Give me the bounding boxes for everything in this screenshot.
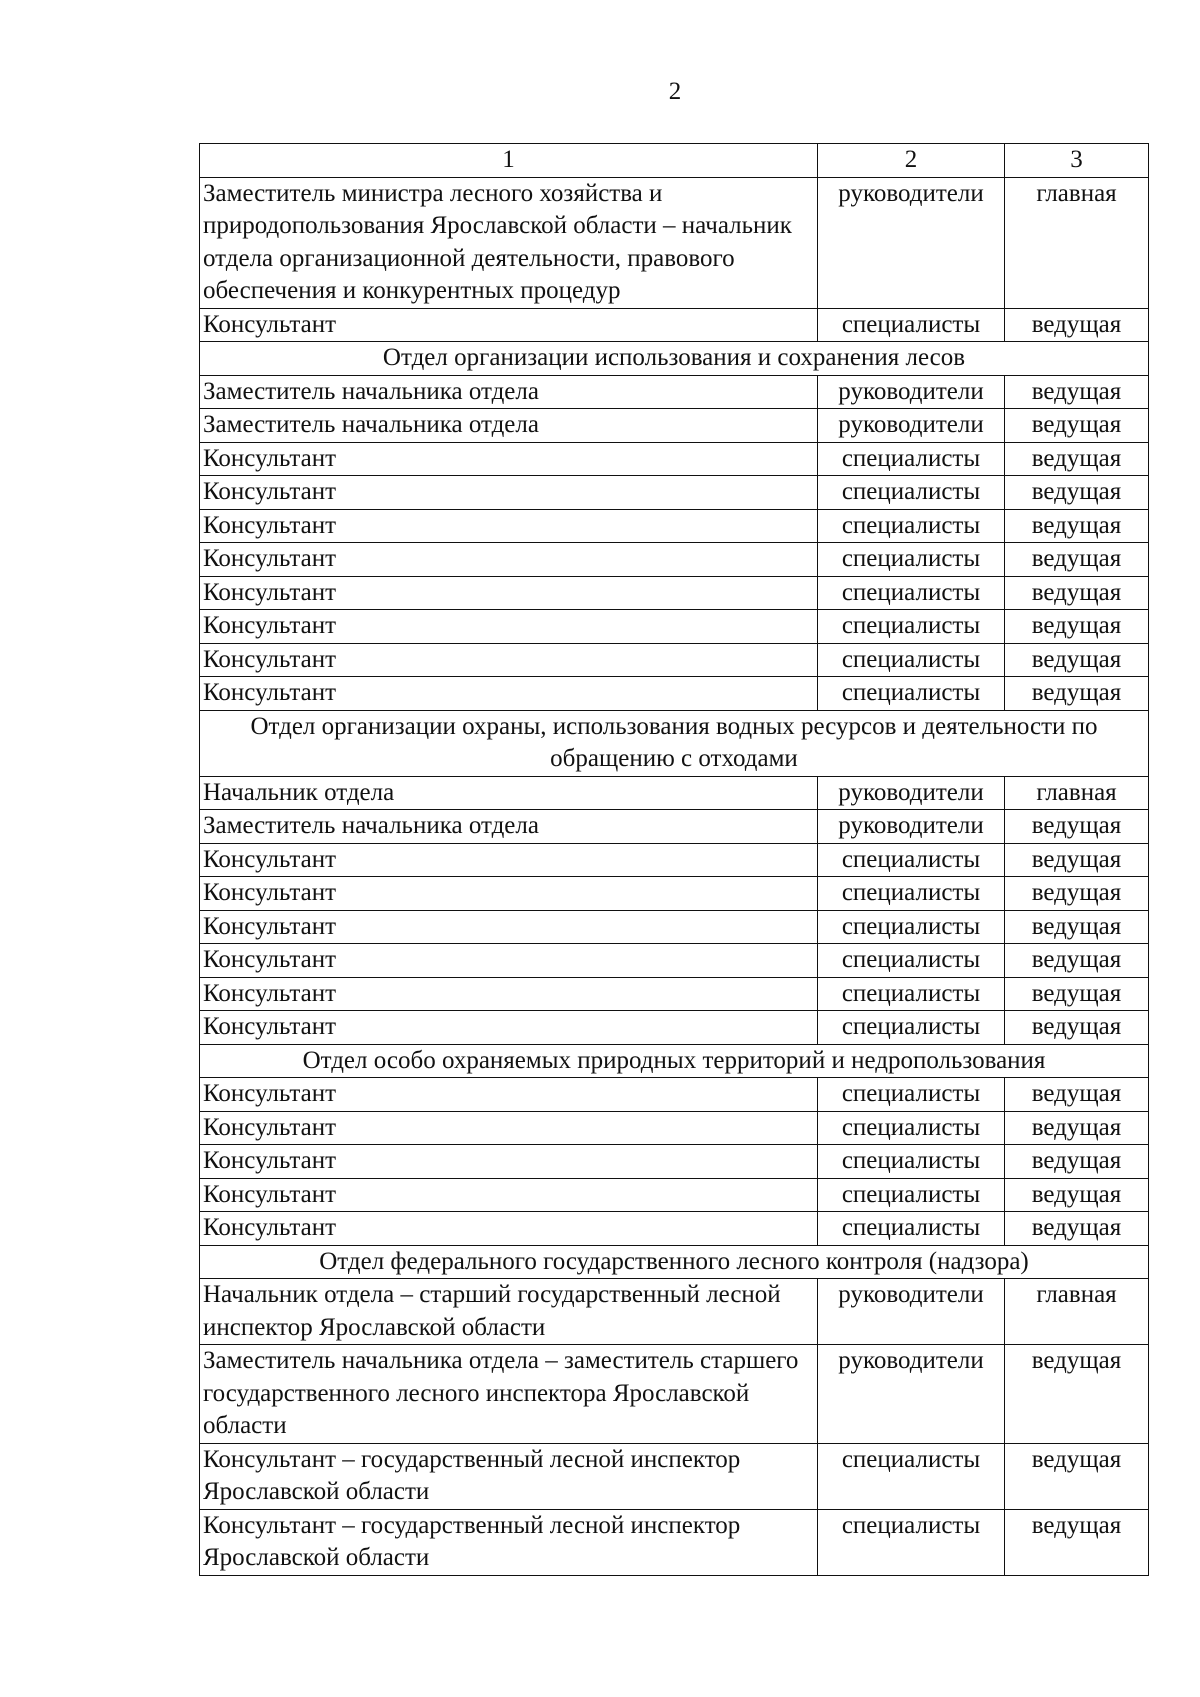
table-row <box>200 409 1149 443</box>
position-cell: Консультант <box>200 543 818 577</box>
group-cell: ведущая <box>1005 543 1149 577</box>
position-cell: Консультант <box>200 910 818 944</box>
section-title-row <box>200 710 1149 776</box>
group-cell: ведущая <box>1005 1345 1149 1444</box>
category-cell: специалисты <box>818 1145 1005 1179</box>
category-cell: руководители <box>818 177 1005 308</box>
category-cell: руководители <box>818 375 1005 409</box>
group-cell: главная <box>1005 776 1149 810</box>
position-cell: Консультант <box>200 1111 818 1145</box>
group-cell: ведущая <box>1005 677 1149 711</box>
positions-table <box>199 143 1149 1576</box>
group-cell: ведущая <box>1005 643 1149 677</box>
section-title: Отдел организации охраны, использования водных ресурсов и деятельности по обращению с отходами <box>200 710 1149 776</box>
section-title: Отдел федерального государственного лесного контроля (надзора) <box>200 1245 1149 1279</box>
page-number: 2 <box>668 78 682 105</box>
table-row <box>200 910 1149 944</box>
category-cell: специалисты <box>818 643 1005 677</box>
table-row <box>200 476 1149 510</box>
category-cell: специалисты <box>818 1178 1005 1212</box>
section-title: Отдел организации использования и сохранения лесов <box>200 342 1149 376</box>
position-cell: Консультант <box>200 442 818 476</box>
table-row <box>200 1111 1149 1145</box>
position-cell: Заместитель начальника отдела <box>200 375 818 409</box>
category-cell: специалисты <box>818 1011 1005 1045</box>
category-cell: специалисты <box>818 1212 1005 1246</box>
group-cell: главная <box>1005 1279 1149 1345</box>
position-cell: Консультант <box>200 877 818 911</box>
category-cell: специалисты <box>818 910 1005 944</box>
column-header-2: 2 <box>818 144 1005 178</box>
group-cell: ведущая <box>1005 409 1149 443</box>
table-row <box>200 977 1149 1011</box>
section-title-row <box>200 1044 1149 1078</box>
position-cell: Консультант <box>200 643 818 677</box>
category-cell: специалисты <box>818 442 1005 476</box>
group-cell: ведущая <box>1005 944 1149 978</box>
position-cell: Консультант <box>200 576 818 610</box>
group-cell: ведущая <box>1005 877 1149 911</box>
group-cell: ведущая <box>1005 1178 1149 1212</box>
table-row <box>200 576 1149 610</box>
table-row <box>200 1212 1149 1246</box>
position-cell: Консультант <box>200 1212 818 1246</box>
position-cell: Консультант <box>200 1078 818 1112</box>
table-row <box>200 1078 1149 1112</box>
category-cell: специалисты <box>818 944 1005 978</box>
table-row <box>200 543 1149 577</box>
table-row <box>200 1011 1149 1045</box>
category-cell: руководители <box>818 776 1005 810</box>
category-cell: специалисты <box>818 1078 1005 1112</box>
table-row <box>200 810 1149 844</box>
position-cell: Консультант <box>200 977 818 1011</box>
position-cell: Консультант <box>200 944 818 978</box>
category-cell: специалисты <box>818 877 1005 911</box>
position-cell: Начальник отдела <box>200 776 818 810</box>
group-cell: ведущая <box>1005 1078 1149 1112</box>
group-cell: главная <box>1005 177 1149 308</box>
position-cell: Заместитель министра лесного хозяйства и природопользования Ярославской области – начальник отдела организационной деятельности, правового обеспечения и конкурентных процедур <box>200 177 818 308</box>
category-cell: руководители <box>818 409 1005 443</box>
category-cell: руководители <box>818 810 1005 844</box>
category-cell: специалисты <box>818 476 1005 510</box>
category-cell: специалисты <box>818 1509 1005 1575</box>
position-cell: Консультант <box>200 843 818 877</box>
position-cell: Заместитель начальника отдела <box>200 409 818 443</box>
position-cell: Консультант – государственный лесной инспектор Ярославской области <box>200 1509 818 1575</box>
table-row <box>200 776 1149 810</box>
group-cell: ведущая <box>1005 509 1149 543</box>
table-row <box>200 375 1149 409</box>
group-cell: ведущая <box>1005 308 1149 342</box>
group-cell: ведущая <box>1005 1011 1149 1045</box>
group-cell: ведущая <box>1005 375 1149 409</box>
position-cell: Консультант <box>200 308 818 342</box>
position-cell: Консультант <box>200 1145 818 1179</box>
group-cell: ведущая <box>1005 1212 1149 1246</box>
position-cell: Консультант <box>200 476 818 510</box>
category-cell: специалисты <box>818 308 1005 342</box>
table-row <box>200 843 1149 877</box>
table-row <box>200 1178 1149 1212</box>
table-row <box>200 509 1149 543</box>
group-cell: ведущая <box>1005 910 1149 944</box>
group-cell: ведущая <box>1005 1111 1149 1145</box>
table-row <box>200 610 1149 644</box>
table-row <box>200 677 1149 711</box>
section-title-row <box>200 342 1149 376</box>
table-body <box>200 144 1149 1576</box>
category-cell: специалисты <box>818 843 1005 877</box>
category-cell: специалисты <box>818 543 1005 577</box>
group-cell: ведущая <box>1005 610 1149 644</box>
table-row <box>200 1443 1149 1509</box>
category-cell: специалисты <box>818 677 1005 711</box>
table-row <box>200 1145 1149 1179</box>
table-row <box>200 1509 1149 1575</box>
group-cell: ведущая <box>1005 576 1149 610</box>
category-cell: руководители <box>818 1345 1005 1444</box>
group-cell: ведущая <box>1005 442 1149 476</box>
position-cell: Консультант <box>200 1178 818 1212</box>
position-cell: Консультант <box>200 677 818 711</box>
section-title: Отдел особо охраняемых природных территорий и недропользования <box>200 1044 1149 1078</box>
category-cell: специалисты <box>818 610 1005 644</box>
group-cell: ведущая <box>1005 1145 1149 1179</box>
group-cell: ведущая <box>1005 977 1149 1011</box>
table-row <box>200 177 1149 308</box>
table-header-row <box>200 144 1149 178</box>
category-cell: специалисты <box>818 1443 1005 1509</box>
category-cell: специалисты <box>818 576 1005 610</box>
category-cell: специалисты <box>818 1111 1005 1145</box>
table-row <box>200 944 1149 978</box>
category-cell: руководители <box>818 1279 1005 1345</box>
group-cell: ведущая <box>1005 1443 1149 1509</box>
position-cell: Консультант <box>200 610 818 644</box>
group-cell: ведущая <box>1005 843 1149 877</box>
category-cell: специалисты <box>818 977 1005 1011</box>
table-row <box>200 1345 1149 1444</box>
section-title-row <box>200 1245 1149 1279</box>
category-cell: специалисты <box>818 509 1005 543</box>
position-cell: Консультант <box>200 1011 818 1045</box>
position-cell: Консультант <box>200 509 818 543</box>
position-cell: Заместитель начальника отдела <box>200 810 818 844</box>
column-header-1: 1 <box>200 144 818 178</box>
group-cell: ведущая <box>1005 476 1149 510</box>
position-cell: Начальник отдела – старший государственный лесной инспектор Ярославской области <box>200 1279 818 1345</box>
table-row <box>200 308 1149 342</box>
column-header-3: 3 <box>1005 144 1149 178</box>
position-cell: Заместитель начальника отдела – заместитель старшего государственного лесного инспектора Ярославской области <box>200 1345 818 1444</box>
table-row <box>200 1279 1149 1345</box>
table-row <box>200 442 1149 476</box>
position-cell: Консультант – государственный лесной инспектор Ярославской области <box>200 1443 818 1509</box>
table-row <box>200 877 1149 911</box>
group-cell: ведущая <box>1005 1509 1149 1575</box>
table-row <box>200 643 1149 677</box>
group-cell: ведущая <box>1005 810 1149 844</box>
